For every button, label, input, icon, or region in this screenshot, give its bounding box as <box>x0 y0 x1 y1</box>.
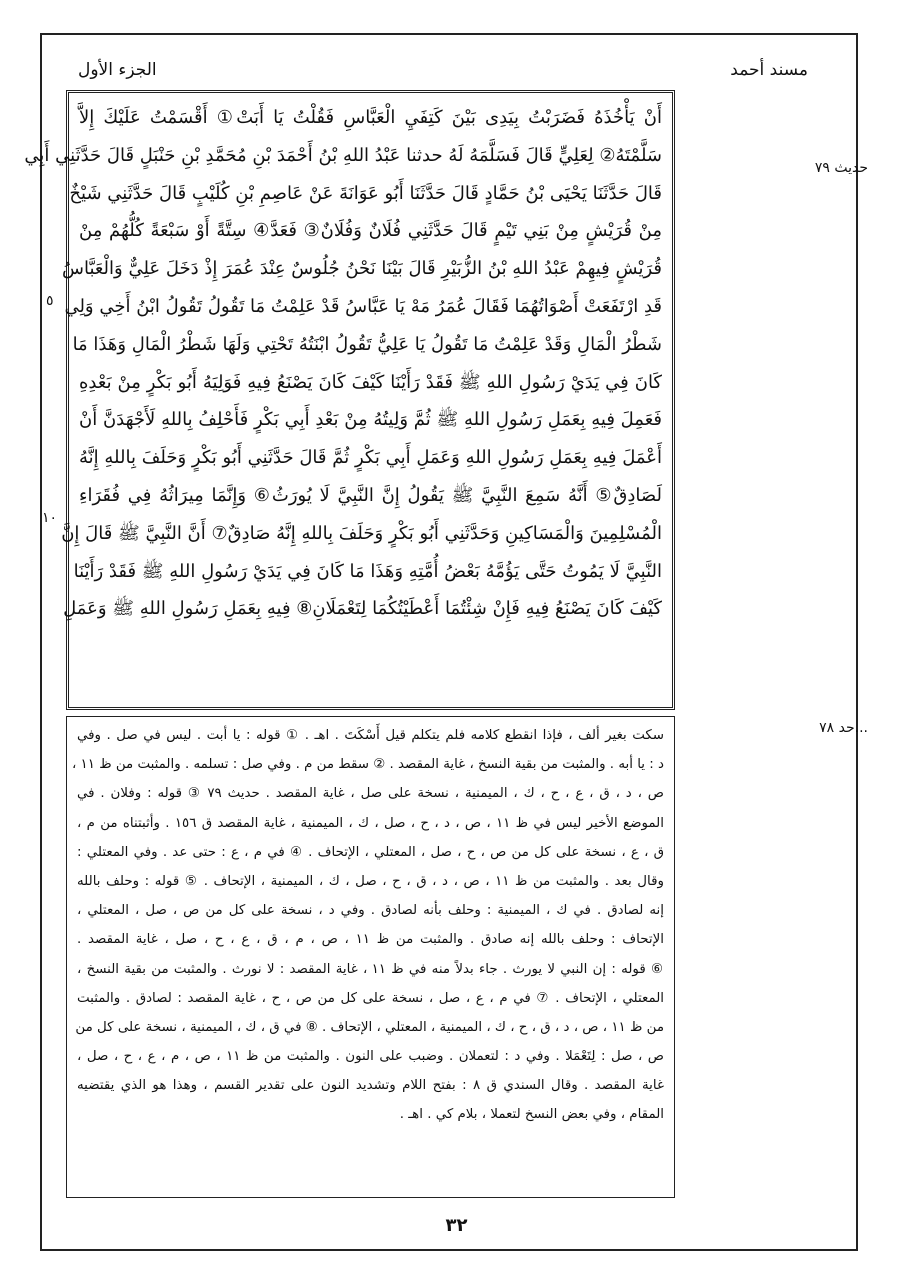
volume-label: الجزء الأول <box>78 60 157 80</box>
main-text-line: كَانَ فِي يَدَيْ رَسُولِ اللهِ ﷺ فَقَدْ رَأَيْنَا كَيْفَ كَانَ يَصْنَعُ فِيهِ فَوَلِيَهُ أَبُو بَكْرٍ مِنْ بَعْدِهِ <box>79 371 662 393</box>
main-text-line: فَعَمِلَ فِيهِ بِعَمَلِ رَسُولِ اللهِ ﷺ ثُمَّ وَلِيتُهُ مِنْ بَعْدِ أَبِي بَكْرٍ فَأَحْلِفُ بِاللهِ لَأَجْهَدَنَّ أَنْ <box>79 409 662 431</box>
footnote-line: من ظ ١١ ، ص ، د ، ق ، ح ، ك ، الميمنية ، المعتلي ، الإتحاف . ⑧ في ق ، ك ، الميمنية ، نسخة على كل من <box>75 1019 664 1035</box>
hadd-number-label: ...حد ٧٨ <box>819 720 868 736</box>
footnote-line: سكت بغير ألف ، فإذا انقطع كلامه فلم يتكلم قيل أَسْكَتَ . اهـ . ① قوله : يا أبت . ليس في صل . وفي <box>77 728 664 743</box>
footnote-line: المقام ، وفي بعض النسخ لتعملا ، بلام كي . اهـ . <box>399 1107 664 1123</box>
main-text-line: قَدِ ارْتَفَعَتْ أَصْوَاتُهُمَا فَقَالَ عُمَرُ مَهْ يَا عَبَّاسُ قَدْ عَلِمْتُ مَا تَقُولُ تَقُولُ ابْنُ أَخِي وَلِي <box>64 295 662 317</box>
main-text-line: قَالَ حَدَّثَنَا يَحْيَى بْنُ حَمَّادٍ قَالَ حَدَّثَنَا أَبُو عَوَانَةَ عَنْ عَاصِمِ بْنِ كُلَيْبٍ قَالَ حَدَّثَنِي شَيْخٌ <box>69 182 662 204</box>
hadith-number-label: حديث ٧٩ <box>814 160 868 176</box>
line-number-5: ٥ <box>46 293 54 309</box>
footnote-line: ⑥ قوله : إن النبي لا يورث . جاء بدلاً منه في ظ ١١ ، غاية المقصد : لا نورث . والمثبت من بقية النسخ ، <box>77 961 664 977</box>
footnote-line: الموضع الأخير ليس في ظ ١١ ، ص ، د ، ح ، صل ، ك ، الميمنية ، غاية المقصد ق ١٥٦ . وأثبتناه من م ، <box>77 815 664 831</box>
main-text-line: أَنْ يَأْخُذَهُ فَضَرَبْتُ بِيَدِى بَيْنَ كَتِفَيِ الْعَبَّاسِ فَقُلْتُ يَا أَبَتْ① أَقْسَمْتُ عَلَيْكَ إِلاَّ <box>79 107 662 128</box>
footnotes-box <box>66 716 675 1198</box>
main-text-line: مِنْ قُرَيْشٍ مِنْ بَنِي تَيْمٍ قَالَ حَدَّثَنِي فُلَانٌ وَفُلَانٌ③ فَعَدَّ④ سِتَّةً أَوْ سَبْعَةً كُلُّهُمْ مِنْ <box>79 220 662 242</box>
main-text-line: الْمُسْلِمِينَ وَالْمَسَاكِينِ وَحَدَّثَنِي أَبُو بَكْرٍ وَحَلَفَ بِاللهِ إِنَّهُ صَادِقٌ⑦ أَنَّ النَّبِيَّ ﷺ قَالَ إِنَّ <box>61 522 662 544</box>
main-text-line: شَطْرُ الْمَالِ وَقَدْ عَلِمْتُ مَا تَقُولُ يَا عَلِيُّ تَقُولُ ابْنَتُهُ تَحْتِي وَلَهَا شَطْرُ الْمَالِ وَهَذَا مَا <box>72 333 662 355</box>
main-text-line: أَعْمَلَ فِيهِ بِعَمَلِ رَسُولِ اللهِ وَعَمَلِ أَبِي بَكْرٍ ثُمَّ قَالَ حَدَّثَنِي أَبُو بَكْرٍ وَحَلَفَ بِاللهِ إِنَّهُ <box>79 447 662 469</box>
footnote-line: ص ، د ، ق ، ع ، ح ، ك ، الميمنية ، نسخة على صل ، غاية المقصد . حديث ٧٩ ③ قوله : وفلان . في <box>77 786 664 802</box>
book-title: مسند أحمد <box>730 60 808 80</box>
footnote-line: ق ، ع ، نسخة على كل من ص ، ح ، صل ، المعتلي ، الإتحاف . ④ في م ، ع : حتى عد . وفي المعتلي : <box>77 844 664 860</box>
footnote-line: وقال بعد . والمثبت من ظ ١١ ، ص ، د ، ق ، ح ، صل ، ك ، الميمنية ، الإتحاف . ⑤ قوله : وحلف بالله <box>77 873 664 889</box>
main-text-line: لَصَادِقٌ⑤ أَنَّهُ سَمِعَ النَّبِيَّ ﷺ يَقُولُ إِنَّ النَّبِيَّ لَا يُورَثُ⑥ وَإِنَّمَا مِيرَاثُهُ فِي فُقَرَاءِ <box>79 484 662 506</box>
footnote-line: غاية المقصد . وقال السندي ق ٨ : بفتح اللام وتشديد النون على تقدير القسم ، وهذا هو الذي يقتضيه <box>77 1078 664 1094</box>
line-number-10: ١٠ <box>42 510 58 526</box>
main-text-line: كَيْفَ كَانَ يَصْنَعُ فِيهِ فَإِنْ شِئْتُمَا أَعْطَيْتُكُمَا لِتَعْمَلَانِ⑧ فِيهِ بِعَمَلِ رَسُولِ اللهِ ﷺ وَعَمَلِ <box>63 598 662 620</box>
footnote-line: المعتلي ، الإتحاف . ⑦ في م ، ع ، صل ، نسخة على كل من ص ، ح ، غاية المقصد : لصادق . والمثبت <box>77 990 664 1006</box>
main-text-line: سَلَّمْتَهُ② لِعَلِيٍّ قَالَ فَسَلَّمَهُ لَهُ حدثنا عَبْدُ اللهِ بْنُ أَحْمَدَ بْنِ مُحَمَّدِ بْنِ حَنْبَلٍ قَالَ حَدَّثَنِي أَبِي <box>24 144 662 166</box>
main-text-line: قُرَيْشٍ فِيهِمْ عَبْدُ اللهِ بْنُ الزُّبَيْرِ قَالَ بَيْنَا نَحْنُ جُلُوسٌ عِنْدَ عُمَرَ إِذْ دَخَلَ عَلِيٌّ وَالْعَبَّاسُ <box>61 258 662 280</box>
footnote-line: الإتحاف : وحلف بالله إنه صادق . والمثبت من ظ ١١ ، ص ، م ، ق ، ع ، ح ، صل ، غاية المقصد . <box>77 932 664 948</box>
main-text-line: النَّبِيَّ لَا يَمُوتُ حَتَّى يَؤُمَّهُ بَعْضُ أُمَّتِهِ وَهَذَا مَا كَانَ فِي يَدَيْ رَسُولِ اللهِ ﷺ فَقَدْ رَأَيْنَا <box>73 560 662 582</box>
footnote-line: إنه لصادق . في ك ، الميمنية : وحلف بأنه لصادق . وفي د ، نسخة على كل من ص ، صل ، المعتلي ، <box>77 903 664 919</box>
footnote-line: د : يا أبه . والمثبت من بقية النسخ ، غاية المقصد . ② سقط من م . وفي صل : تسلمه . والمثبت من ظ ١١ ، <box>71 757 664 773</box>
page-number: ٣٢ <box>445 1215 468 1236</box>
footnote-line: ص ، صل : لِتَعْمَلا . وفي د : لتعملان . وضبب على النون . والمثبت من ظ ١١ ، ص ، م ، ع ، ح ، صل ، <box>77 1049 664 1065</box>
